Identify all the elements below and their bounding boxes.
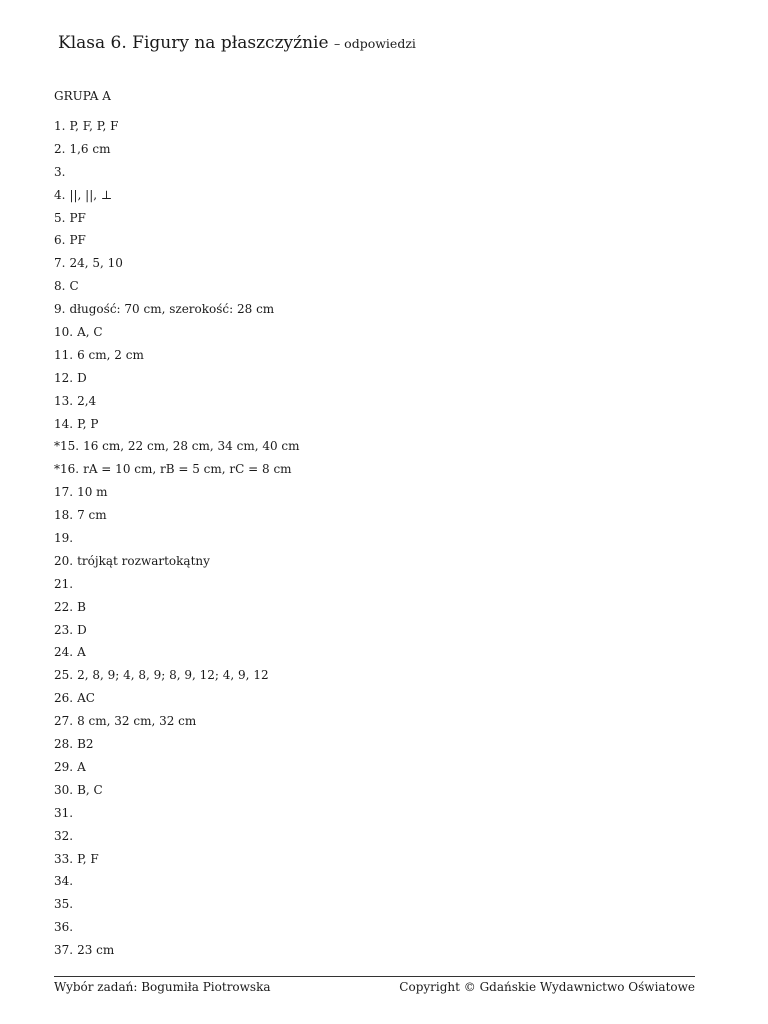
answer-number: 27. — [54, 714, 74, 729]
answer-item — [54, 940, 300, 963]
answer-number: 2. — [54, 141, 66, 156]
answer-number: 19. — [54, 531, 74, 546]
answer-number: 31. — [54, 805, 74, 820]
answer-text: PF — [69, 233, 86, 248]
document-title — [58, 33, 416, 53]
answer-number: 10. — [54, 325, 74, 340]
footer-author: Wybór zadań: Bogumiła Piotrowska — [54, 980, 271, 994]
answer-item — [54, 642, 300, 665]
answer-item — [54, 826, 300, 849]
answer-text: P, F — [77, 851, 99, 866]
answer-text: 7 cm — [77, 508, 107, 523]
answer-item — [54, 139, 300, 162]
answer-item — [54, 688, 300, 711]
answer-item — [54, 276, 300, 299]
answer-item — [54, 780, 300, 803]
answer-text: B2 — [77, 737, 94, 752]
answer-item — [54, 162, 300, 185]
answer-number: 17. — [54, 485, 74, 500]
answer-number: 6. — [54, 233, 66, 248]
answer-item — [54, 345, 300, 368]
answer-item — [54, 253, 300, 276]
answer-text: A, C — [77, 325, 103, 340]
answer-text: P, P — [77, 416, 99, 431]
answer-item — [54, 414, 300, 437]
answer-item — [54, 551, 300, 574]
answer-item — [54, 391, 300, 414]
answer-item — [54, 528, 300, 551]
answer-number: 34. — [54, 874, 74, 889]
answer-item — [54, 459, 300, 482]
answer-text: 24, 5, 10 — [69, 256, 123, 271]
answer-text: długość: 70 cm, szerokość: 28 cm — [69, 302, 275, 317]
answer-item — [54, 322, 300, 345]
answer-number: 14. — [54, 416, 74, 431]
footer-divider — [54, 976, 695, 977]
answer-text: AC — [77, 691, 95, 706]
answer-number: 12. — [54, 370, 74, 385]
answer-item — [54, 711, 300, 734]
answer-number: 11. — [54, 347, 74, 362]
answer-number: 3. — [54, 164, 66, 179]
answer-number: 20. — [54, 553, 74, 568]
answer-text: B — [77, 599, 86, 614]
answer-list — [54, 116, 300, 963]
answer-number: 23. — [54, 622, 74, 637]
answer-text: P, F, P, F — [69, 119, 119, 133]
answer-number: 13. — [54, 393, 74, 408]
answer-item — [54, 849, 300, 872]
answer-item — [54, 299, 300, 322]
answer-item — [54, 803, 300, 826]
answer-number: 33. — [54, 851, 74, 866]
answer-number: 26. — [54, 691, 74, 706]
answer-text: 2,4 — [77, 393, 97, 408]
answer-text: trójkąt rozwartokątny — [77, 553, 210, 568]
answer-text: 2, 8, 9; 4, 8, 9; 8, 9, 12; 4, 9, 12 — [77, 668, 269, 683]
answer-text: PF — [69, 210, 86, 225]
answer-number: 5. — [54, 210, 66, 225]
answer-item — [54, 917, 300, 940]
answer-item — [54, 665, 300, 688]
answer-number: 21. — [54, 576, 74, 591]
answer-item — [54, 230, 300, 253]
footer-copyright: Copyright © Gdańskie Wydawnictwo Oświatowe — [399, 980, 695, 994]
answer-item — [54, 116, 300, 139]
answer-number: 8. — [54, 279, 66, 294]
answer-text: B, C — [77, 782, 103, 797]
answer-text: 6 cm, 2 cm — [77, 347, 144, 362]
title-text: Klasa 6. Figury na płaszczyźnie — [58, 33, 329, 53]
answer-number: 35. — [54, 897, 74, 912]
title-subtitle: – odpowiedzi — [333, 36, 416, 51]
answer-item — [54, 757, 300, 780]
answer-item — [54, 620, 300, 643]
answer-number: 1. — [54, 119, 66, 133]
answer-number: 4. — [54, 187, 66, 202]
answer-number: 7. — [54, 256, 66, 271]
answer-text: A — [77, 645, 86, 660]
answer-text: D — [77, 370, 87, 385]
answer-item — [54, 871, 300, 894]
answer-number: 24. — [54, 645, 74, 660]
answer-number: 29. — [54, 759, 74, 774]
answer-text: ||, ||, ⊥ — [69, 187, 113, 202]
answer-number: 32. — [54, 828, 74, 843]
answer-text: 10 m — [77, 485, 108, 500]
answer-number: 36. — [54, 920, 74, 935]
answer-item — [54, 208, 300, 231]
answer-item — [54, 436, 300, 459]
answer-text: A — [77, 759, 86, 774]
answer-text: rA = 10 cm, rB = 5 cm, rC = 8 cm — [83, 462, 292, 477]
answer-text: 23 cm — [77, 943, 115, 958]
answer-item — [54, 482, 300, 505]
answer-item — [54, 597, 300, 620]
answer-item — [54, 574, 300, 597]
answer-text: 16 cm, 22 cm, 28 cm, 34 cm, 40 cm — [83, 439, 300, 454]
answer-item — [54, 505, 300, 528]
answer-text: D — [77, 622, 87, 637]
answer-text: 1,6 cm — [69, 141, 111, 156]
answer-text: 8 cm, 32 cm, 32 cm — [77, 714, 197, 729]
answer-number: 25. — [54, 668, 74, 683]
group-label: GRUPA A — [54, 89, 111, 103]
answer-number: *16. — [54, 462, 80, 477]
answer-number: 9. — [54, 302, 66, 317]
answer-item — [54, 185, 300, 208]
answer-number: 30. — [54, 782, 74, 797]
answer-number: 37. — [54, 943, 74, 958]
answer-number: 28. — [54, 737, 74, 752]
answer-item — [54, 894, 300, 917]
answer-number: 18. — [54, 508, 74, 523]
answer-item — [54, 734, 300, 757]
answer-number: 22. — [54, 599, 74, 614]
answer-number: *15. — [54, 439, 80, 454]
answer-item — [54, 368, 300, 391]
answer-text: C — [69, 279, 79, 294]
